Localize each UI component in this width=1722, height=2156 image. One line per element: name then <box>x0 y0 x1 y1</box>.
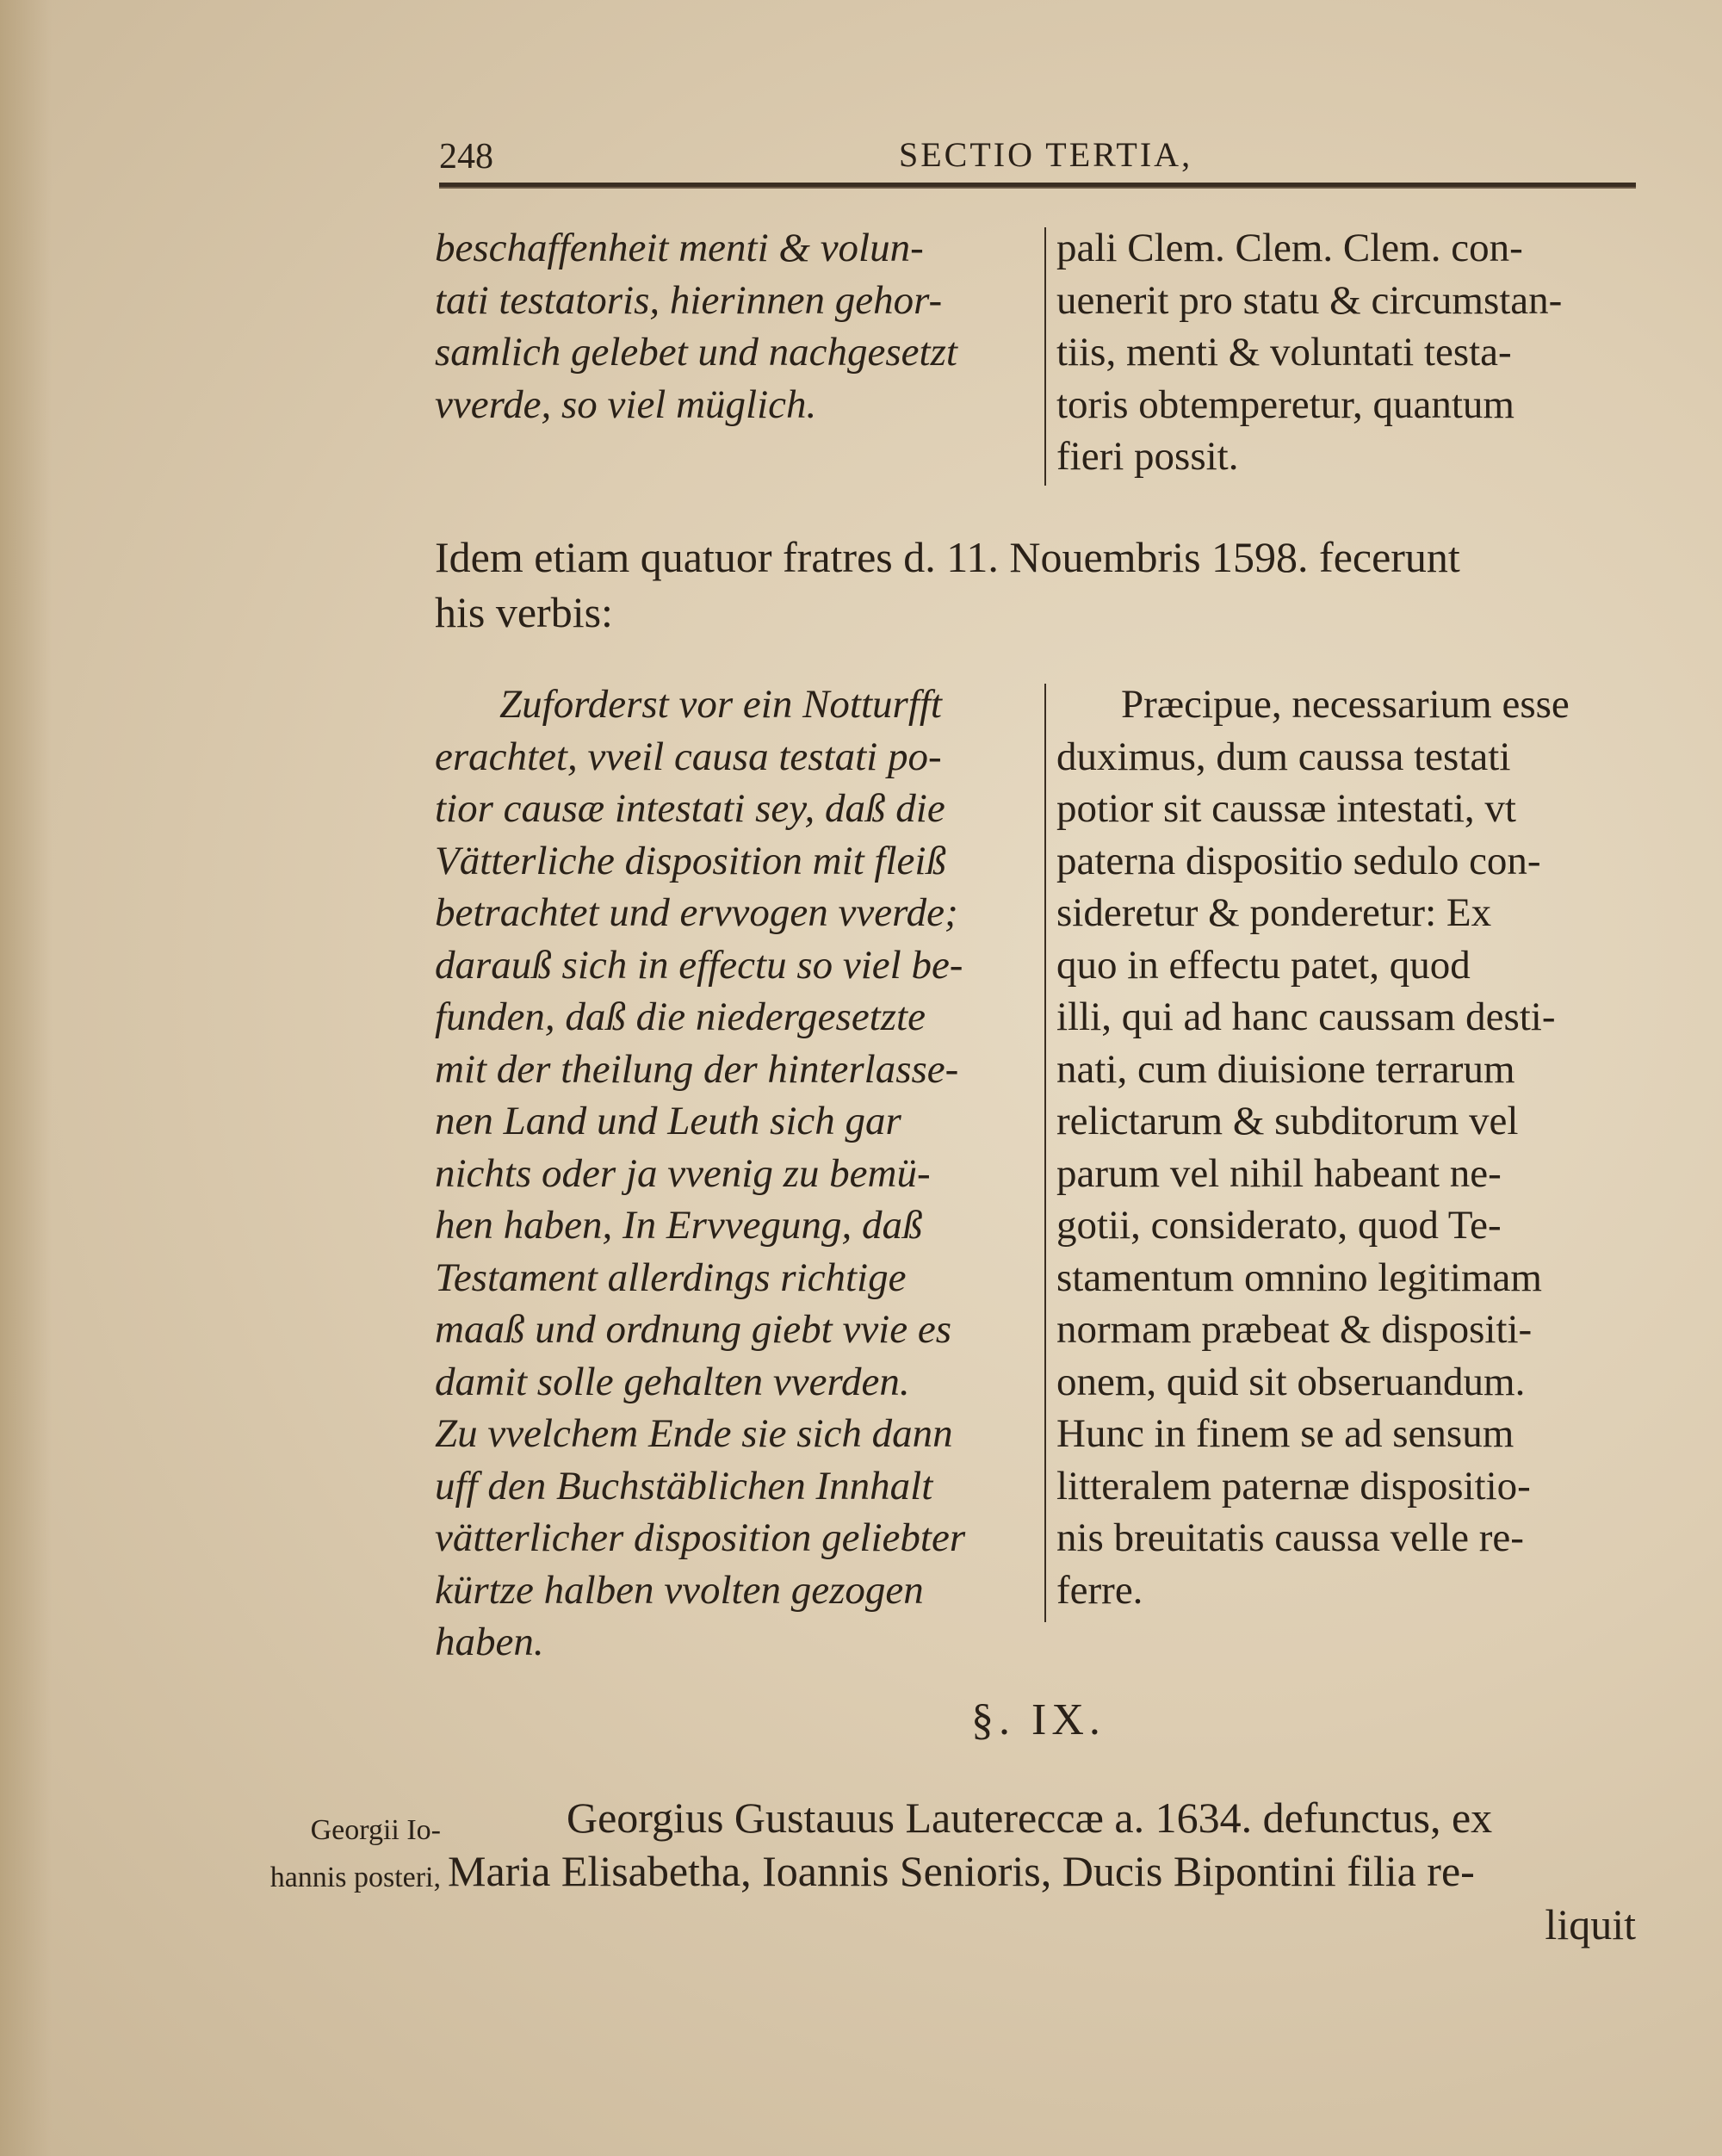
latin-line: uenerit pro statu & circumstan- <box>1056 277 1563 323</box>
german-line: betrachtet und ervvogen vverde; <box>435 890 958 935</box>
page-number: 248 <box>439 137 493 177</box>
column-divider <box>1044 684 1046 1622</box>
paragraph-line: his verbis: <box>435 588 613 636</box>
latin-line: nati, cum diuisione terrarum <box>1056 1046 1515 1092</box>
german-line: funden, daß die niedergesetzte <box>435 994 926 1039</box>
german-line: uff den Buchstäblichen Innhalt <box>435 1463 933 1509</box>
german-line: tati testatoris, hierinnen gehor- <box>435 277 943 323</box>
german-line: nichts oder ja vvenig zu bemü- <box>435 1150 931 1196</box>
header-rule <box>439 183 1636 189</box>
parallel-passage-1 <box>435 222 1636 489</box>
latin-line: relictarum & subditorum vel <box>1056 1099 1519 1143</box>
latin-line: fieri possit. <box>1056 434 1239 479</box>
latin-line: parum vel nihil habeant ne- <box>1056 1150 1502 1196</box>
latin-line: toris obtemperetur, quantum <box>1056 381 1514 427</box>
latin-line: Hunc in finem se ad sensum <box>1056 1411 1514 1456</box>
german-line: samlich gelebet und nachgesetzt <box>435 330 957 375</box>
section-heading: §. IX. <box>971 1695 1106 1744</box>
german-line: mit der theilung der hinterlasse- <box>435 1046 959 1092</box>
latin-column <box>1056 678 1636 1616</box>
latin-line: pali Clem. Clem. Clem. con- <box>1056 226 1523 270</box>
latin-line: stamentum omnino legitimam <box>1056 1255 1542 1300</box>
latin-line: paterna dispositio sedulo con- <box>1056 838 1541 883</box>
latin-line: litteralem paternæ dispositio- <box>1056 1463 1531 1509</box>
german-line: tior causæ intestati sey, daß die <box>435 786 945 831</box>
intro-paragraph <box>435 530 1636 650</box>
german-line: erachtet, vveil causa testati po- <box>435 734 942 779</box>
latin-line: tiis, menti & voluntati testa- <box>1056 330 1512 375</box>
latin-line: Præcipue, necessarium esse <box>1121 682 1570 727</box>
latin-line: ferre. <box>1056 1567 1143 1613</box>
german-line: Testament allerdings richtige <box>435 1255 907 1300</box>
latin-column <box>1056 222 1636 483</box>
column-divider <box>1044 227 1046 486</box>
paragraph-line: Maria Elisabetha, Ioannis Senioris, Ducis Bipontini filia re- <box>448 1847 1475 1895</box>
german-line: damit solle gehalten vverden. <box>435 1359 910 1404</box>
german-line: hen haben, In Ervvegung, daß <box>435 1203 923 1248</box>
german-line: maaß und ordnung giebt vvie es <box>435 1307 952 1352</box>
margin-note-line: Georgii Io- <box>310 1814 441 1846</box>
page-header <box>439 129 1636 181</box>
german-line: Zu vvelchem Ende sie sich dann <box>435 1411 953 1456</box>
latin-line: potior sit caussæ intestati, vt <box>1056 786 1516 831</box>
latin-line: gotii, considerato, quod Te- <box>1056 1203 1502 1248</box>
margin-note <box>226 1806 441 1901</box>
closing-paragraph <box>448 1791 1636 1951</box>
running-title: SECTIO TERTIA, <box>899 135 1193 174</box>
latin-line: onem, quid sit obseruandum. <box>1056 1359 1526 1404</box>
latin-line: quo in effectu patet, quod <box>1056 942 1471 988</box>
german-line: darauß sich in effectu so viel be- <box>435 942 963 988</box>
latin-line: illi, qui ad hanc caussam desti- <box>1056 994 1556 1039</box>
german-line: beschaffenheit menti & volun- <box>435 226 924 270</box>
german-line: vverde, so viel müglich. <box>435 381 817 427</box>
latin-line: nis breuitatis caussa velle re- <box>1056 1515 1524 1560</box>
german-line: haben. <box>435 1620 544 1664</box>
paragraph-line: Georgius Gustauus Lautereccæ a. 1634. defunctus, ex <box>567 1794 1493 1842</box>
german-line: Zuforderst vor ein Notturfft <box>499 682 942 727</box>
parallel-passage-2 <box>435 678 1636 1694</box>
catchword: liquit <box>1545 1900 1636 1948</box>
german-line: Vätterliche disposition mit fleiß <box>435 838 946 883</box>
margin-note-line: hannis posteri, <box>269 1862 441 1893</box>
latin-line: sideretur & ponderetur: Ex <box>1056 890 1492 935</box>
german-column <box>435 222 1042 431</box>
german-column <box>435 678 1042 1669</box>
latin-line: duximus, dum caussa testati <box>1056 734 1511 779</box>
german-line: vätterlicher disposition geliebter <box>435 1515 966 1560</box>
latin-line: normam præbeat & dispositi- <box>1056 1307 1533 1352</box>
german-line: nen Land und Leuth sich gar <box>435 1099 901 1143</box>
paragraph-line: Idem etiam quatuor fratres d. 11. Nouembris 1598. fecerunt <box>435 533 1460 581</box>
german-line: kürtze halben vvolten gezogen <box>435 1567 924 1613</box>
